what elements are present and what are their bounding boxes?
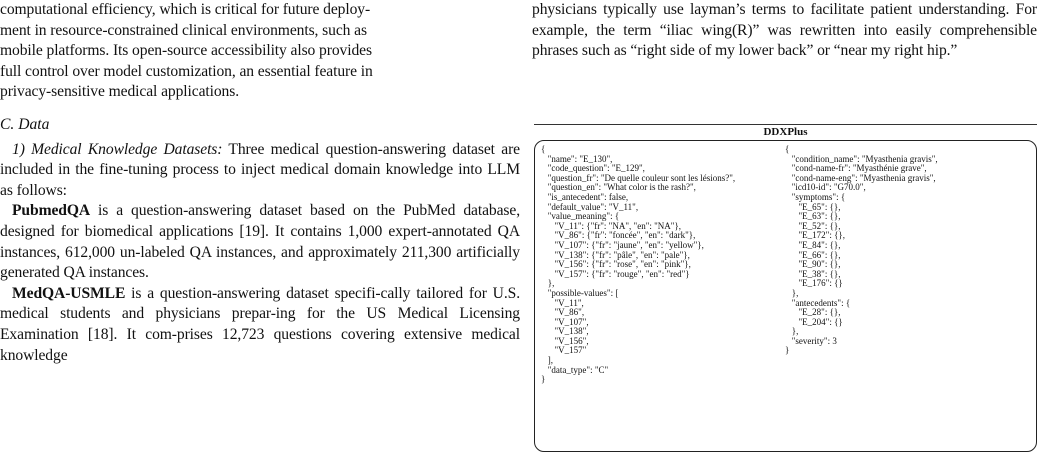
left-column [0,0,520,366]
pubmedqa-name: PubmedQA [12,202,91,220]
intro-line: full control over model customization, an essential feature in [0,62,373,80]
intro-line: computational efficiency, which is critical for future deploy- [0,1,371,18]
medqa-name: MedQA-USMLE [12,284,126,302]
condition-json-code: { "condition_name": "Myasthenia gravis", "cond-name-fr": "Myasthénie grave", "cond-name-eng": "Myasthenia gravis", "icd10-id": "G70.0", "symptoms": { "E_65": {}, "E_63": {}, "E_52": {}, "E_172": {}, "E_84": {}, "E_66": {}, "E_90": {}, "E_38": {}, "E_176": {} }, "antecedents": { "E_28": {}, "E_204": {} }, "severity": 3 } [785,144,938,356]
intro-line: mobile platforms. Its open-source accessibility also provides [0,42,372,60]
intro-paragraph [0,0,520,103]
ddxplus-figure [534,124,1037,452]
right-column [532,0,1037,62]
section-title: C. Data [0,115,50,133]
figure-title: DDXPlus [763,126,808,138]
subsection-text: Three medical question-answering dataset are included in the fine-tuning process to inject medical domain knowledge into LLM as follows: [0,140,520,199]
medqa-paragraph [0,284,520,366]
figure-code-box [534,140,1037,452]
intro-line: ment in resource-constrained clinical environments, such as [0,21,367,39]
intro-line: privacy-sensitive medical applications. [0,83,240,101]
subsection-title: 1) Medical Knowledge Datasets: [12,140,223,158]
subsection-paragraph [0,140,520,202]
pubmedqa-text: is a question-answering dataset based on the PubMed database, designed for biomedical applications [19]. It contains 1,000 expert-annotated QA instances, 612,000 un-labeled QA instances, and approximately 211,300 artificially generated QA instances. [0,202,520,282]
pubmedqa-paragraph [0,201,520,283]
medqa-text: is a question-answering dataset specifi-cally tailored for U.S. medical students and physicians prepar-ing for the US Medical Licensing Examination [18]. It com-prises 12,723 questions covering extensive medical knowledge [0,284,520,364]
evidence-json-code: { "name": "E_130", "code_question": "E_129", "question_fr": "De quelle couleur sont les lésions?", "question_en": "What color is the rash?", "is_antecedent": false, "default_value": "V_11", "value_meaning": { "V_11": {"fr": "NA", "en": "NA"}, "V_86": {"fr": "foncée", "en": "dark"}, "V_107": {"fr": "jaune", "en": "yellow"}, "V_138": {"fr": "pâle", "en": "pale"}, "V_156": {"fr": "rose", "en": "pink"}, "V_157": {"fr": "rouge", "en": "red"} }, "possible-values": [ "V_11", "V_86", "V_107", "V_138", "V_156", "V_157" ], "data_type": "C" } [541,144,736,385]
right-intro-paragraph: physicians typically use layman’s terms to facilitate patient understanding. For example, the term “iliac wing(R)” was rewritten into easily comprehensible phrases such as “right side of my lower back” or “near my right hip.” [532,1,1037,60]
figure-top-rule [534,124,1037,125]
